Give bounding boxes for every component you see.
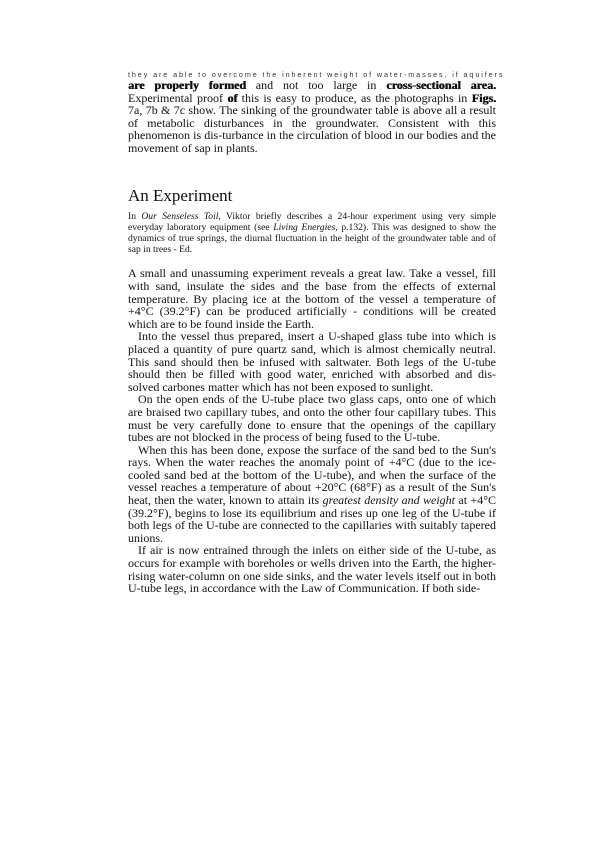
body-text: this is easy to produce, as the photographs in	[237, 90, 472, 105]
emphasis-text: cross-sectional area.	[386, 78, 496, 92]
section-heading: An Experiment	[128, 185, 233, 205]
paragraph-capillaries: On the open ends of the U-tube place two glass caps, onto one of which are braised two capillary tubes, and onto the other four capillary tubes. This must be very carefully done to ensure that the openings of the capillary tubes are not blocked in the process of being fused to the U-tube.	[128, 392, 496, 445]
body-text: When this has been done, expose the surface of the sand bed to the Sun's rays. When the water reaches the anomaly point of +4°C (due to the ice-cooled sand bed at the bottom of the U-tube), and when the surface of the vessel reaches a temperature of about +20°C (68°F) as a result of the Sun's heat, then the water, known to attain its	[128, 442, 496, 508]
emphasis-text: of	[227, 90, 238, 105]
paragraph-sun-exposure	[128, 444, 496, 545]
body-text: Experimental proof	[128, 90, 228, 105]
paragraph-air-entrained: If air is now entrained through the inlets on either side of the U-tube, as occurs for example with boreholes or wells driven into the Earth, the higher-rising water-column on one side sinks, and the water levels itself out in both U-tube legs, in accordance with the Law of Communication. If both side-	[128, 543, 496, 596]
emphasis-italic: greatest density and weight	[322, 493, 455, 508]
paragraph-experiment-intro: A small and unassuming experiment reveals a great law. Take a vessel, fill with sand, insulate the sides and the base from the effects of external temperature. By placing ice at the bottom of the vessel a temperature of +4°C (39.2°F) can be produced artificially - conditions will be created which are to be found inside the Earth.	[128, 266, 496, 331]
body-text: at +4°C (39.2°F), begins to lose its equilibrium and rises up one leg of the U-tube if both legs of the U-tube are connected to the capillaries with suitably tapered unions.	[128, 493, 497, 545]
intro-text: p.132). This was designed to show the dynamics of true springs, the diurnal fluctuation in the height of the groundwater table and of sap in trees - Ed.	[128, 221, 497, 256]
book-title: Living Energies,	[273, 221, 338, 233]
body-text: 7a, 7b & 7c show. The sinking of the groundwater table is above all a result of metabolic disturbances in the groundwater. Consistent with this phenomenon is dis-turbance in the circulation of blood in our bodies and the movement of sap in plants.	[128, 103, 496, 155]
emphasis-text: Figs.	[471, 90, 496, 105]
body-text: and not too large in	[245, 78, 387, 92]
intro-text: Viktor briefly describes a 24-hour experiment using very simple everyday laboratory equipment (see	[128, 210, 496, 233]
intro-text: In	[128, 210, 142, 222]
emphasis-text: are properly formed	[128, 78, 246, 92]
editor-intro	[128, 211, 496, 256]
paragraph-groundwater	[128, 79, 496, 155]
running-text: they are able to overcome the inherent weight of water-masses, if aquifers	[128, 70, 505, 79]
paragraph-u-tube: Into the vessel thus prepared, insert a U-shaped glass tube into which is placed a quantity of pure quartz sand, which is almost chemically neutral. This sand should then be infused with saltwater. Both legs of the U-tube should then be filled with good water, enriched with absorbed and dis-solved carbones matter which has not been exposed to sunlight.	[128, 329, 496, 394]
page-content	[128, 70, 505, 596]
book-title: Our Senseless Toil,	[141, 210, 221, 222]
